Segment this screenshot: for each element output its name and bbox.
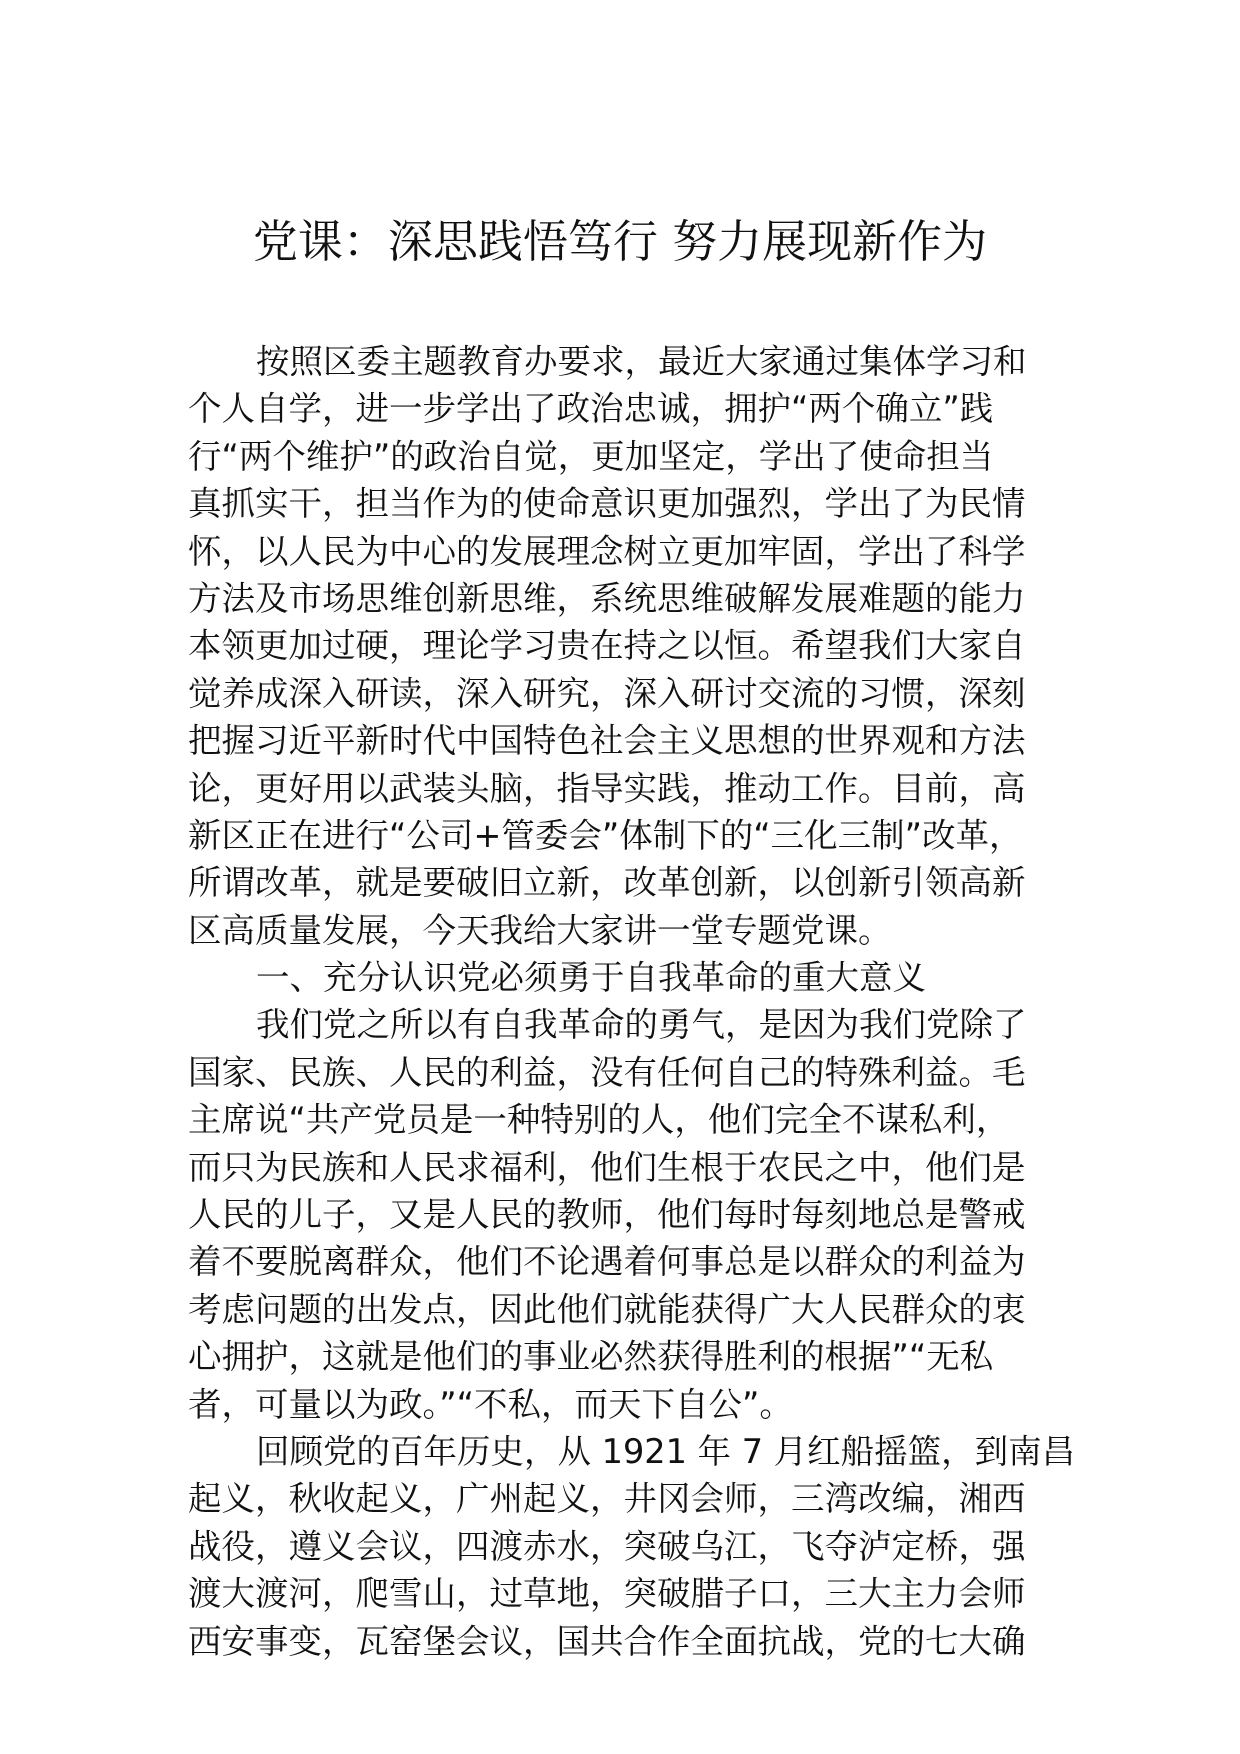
- paragraph-line: 渡大渡河，爬雪山，过草地，突破腊子口，三大主力会师: [188, 1574, 1026, 1614]
- paragraph-line: 怀，以人民为中心的发展理念树立更加牢固，学出了科学: [188, 531, 1026, 571]
- paragraph-line: 个人自学，进一步学出了政治忠诚，拥护“两个确立”践: [188, 389, 994, 429]
- paragraph-line: 而只为民族和人民求福利，他们生根于农民之中，他们是: [188, 1147, 1026, 1187]
- paragraph-line: 考虑问题的出发点，因此他们就能获得广大人民群众的衷: [188, 1289, 1026, 1329]
- paragraph-line: 回顾党的百年历史，从 1921 年 7 月红船摇篮，到南昌: [256, 1431, 1076, 1471]
- paragraph-line: 论，更好用以武装头脑，指导实践，推动工作。目前，高: [188, 768, 1026, 808]
- paragraph-line: 我们党之所以有自我革命的勇气，是因为我们党除了: [256, 1005, 1027, 1045]
- paragraph-line: 所谓改革，就是要破旧立新，改革创新，以创新引领高新: [188, 863, 1026, 903]
- paragraph-line: 者，可量以为政。”“不私，而天下自公”。: [188, 1384, 793, 1424]
- paragraph-line: 把握习近平新时代中国特色社会主义思想的世界观和方法: [188, 721, 1026, 761]
- paragraph-line: 着不要脱离群众，他们不论遇着何事总是以群众的利益为: [188, 1242, 1026, 1282]
- paragraph-line: 方法及市场思维创新思维，系统思维破解发展难题的能力: [188, 578, 1026, 618]
- paragraph-line: 起义，秋收起义，广州起义，井冈会师，三湾改编，湘西: [188, 1479, 1026, 1519]
- paragraph-line: 国家、民族、人民的利益，没有任何自己的特殊利益。毛: [188, 1052, 1026, 1092]
- document-body: [188, 338, 1076, 1665]
- paragraph-line: 主席说“共产党员是一种特别的人，他们完全不谋私利，: [188, 1100, 1010, 1140]
- section-heading: 一、充分认识党必须勇于自我革命的重大意义: [256, 958, 926, 998]
- paragraph-line: 战役，遵义会议，四渡赤水，突破乌江，飞夺泸定桥，强: [188, 1526, 1026, 1566]
- paragraph-line: 西安事变，瓦窑堡会议，国共合作全面抗战，党的七大确: [188, 1621, 1026, 1661]
- paragraph-line: 真抓实干，担当作为的使命意识更加强烈，学出了为民情: [188, 484, 1026, 524]
- document-title: 党课：深思践悟笃行 努力展现新作为: [252, 215, 988, 268]
- paragraph-line: 按照区委主题教育办要求，最近大家通过集体学习和: [256, 342, 1027, 381]
- paragraph-line: 区高质量发展，今天我给大家讲一堂专题党课。: [188, 910, 892, 950]
- paragraph-line: 觉养成深入研读，深入研究，深入研讨交流的习惯，深刻: [188, 673, 1026, 713]
- paragraph-line: 行“两个维护”的政治自觉，更加坚定，学出了使命担当: [188, 436, 994, 476]
- paragraph-line: 心拥护，这就是他们的事业必然获得胜利的根据”“无私: [188, 1337, 994, 1377]
- paragraph-line: 本领更加过硬，理论学习贵在持之以恒。希望我们大家自: [188, 626, 1026, 666]
- paragraph-line: 人民的儿子，又是人民的教师，他们每时每刻地总是警戒: [188, 1195, 1026, 1235]
- paragraph-line: 新区正在进行“公司+管委会”体制下的“三化三制”改革，: [188, 815, 1023, 855]
